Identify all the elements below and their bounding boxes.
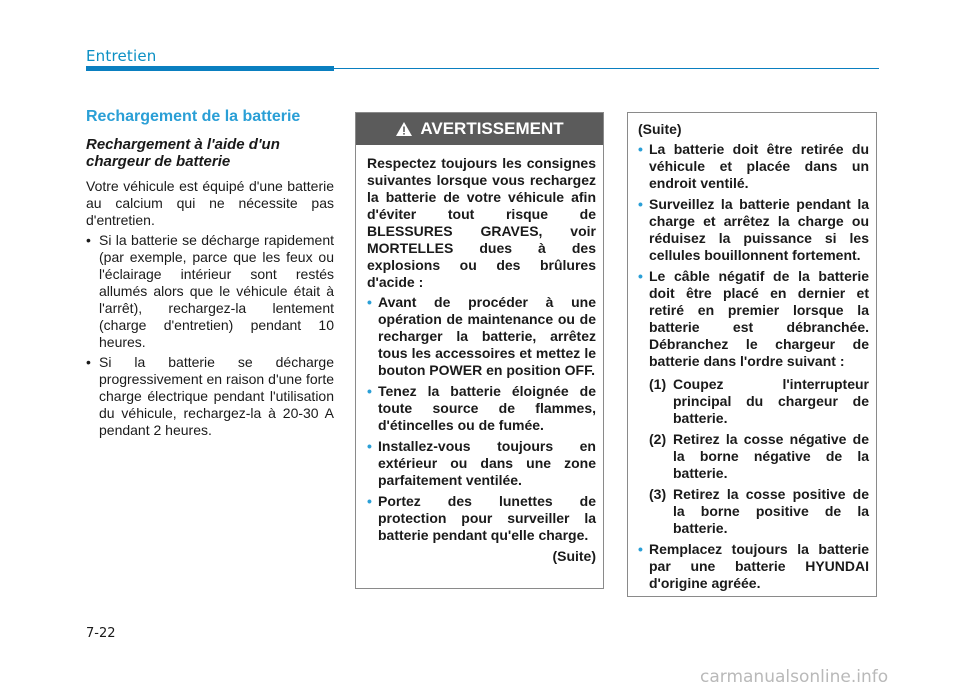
section-heading: Rechargement de la batterie [86,108,301,125]
watermark: carmanualsonline.info [700,667,889,687]
warning-suite-label: (Suite) [552,548,596,564]
subsection-heading: Rechargement à l'aide d'un chargeur de batterie [86,136,280,170]
warning-continuation-box [627,112,877,597]
warning-intro: Respectez toujours les consignes suivantes lorsque vous rechargez la batterie de votre véhicule afin d'éviter tout risque de BLESSURES GRAVES, voir MORTELLES dues à des explosions ou des brûlures d'acide : [367,155,596,290]
warning-header [356,113,603,145]
list-item: • Avant de procéder à une opération de maintenance ou de recharger la batterie, arrêtez tous les accessoires et mettez le bouton POWER en position OFF. [367,294,596,378]
left-column [86,108,334,442]
step-item: (3) Retirez la cosse positive de la borne positive de la batterie. [649,486,869,536]
list-item: • Installez-vous toujours en extérieur ou dans une zone parfaitement ventilée. [367,438,596,488]
page-number: 7-22 [86,626,116,641]
disconnect-steps-list [649,376,869,537]
list-item: • Remplacez toujours la batterie par une batterie HYUNDAI d'origine agréée. [638,541,869,591]
intro-paragraph: Votre véhicule est équipé d'une batterie au calcium qui ne nécessite pas d'entretien. [86,178,334,228]
step-item: (2) Retirez la cosse négative de la borne négative de la batterie. [649,431,869,481]
section-title: Entretien [86,47,157,65]
warning-title: AVERTISSEMENT [420,119,564,138]
list-item: • Portez des lunettes de protection pour surveiller la batterie pendant qu'elle charge. [367,493,596,543]
warning-triangle-icon [395,121,413,137]
warning-body [356,145,603,565]
list-item: • Le câble négatif de la batterie doit être placé en dernier et retiré en premier lorsque la batterie est débranchée. Débranchez le chargeur de batterie dans l'ordre suivant : (1) Coupez l'interrupteur principal du chargeur de batterie. (2) Retirez la cosse négative de la borne négative de la batterie. (3) Retirez la cosse positive de la borne positive de la batterie. [638,268,869,536]
continuation-bullet-list [638,141,869,592]
list-item: • Si la batterie se décharge progressivement en raison d'une forte charge électrique pendant l'utilisation du véhicule, rechargez-la à 20-30 A pendant 2 heures. [86,354,334,438]
list-item: • Tenez la batterie éloignée de toute source de flammes, d'étincelles ou de fumée. [367,383,596,433]
step-item: (1) Coupez l'interrupteur principal du chargeur de batterie. [649,376,869,426]
list-item: • Si la batterie se décharge rapidement (par exemple, parce que les feux ou l'éclairage intérieur sont restés allumés alors que le véhicule était à l'arrêt), rechargez-la lentement (charge d'entretien) pendant 10 heures. [86,232,334,350]
header-rule-thick [86,66,334,71]
header-rule-thin [334,68,879,69]
continuation-suite-label: (Suite) [638,121,682,137]
list-item: • Surveillez la batterie pendant la charge et arrêtez la charge ou réduisez la puissance si les cellules bouillonnent fortement. [638,196,869,263]
list-item: • La batterie doit être retirée du véhicule et placée dans un endroit ventilé. [638,141,869,191]
left-bullet-list [86,232,334,439]
warning-box [355,112,604,589]
warning-bullet-list [367,294,596,544]
